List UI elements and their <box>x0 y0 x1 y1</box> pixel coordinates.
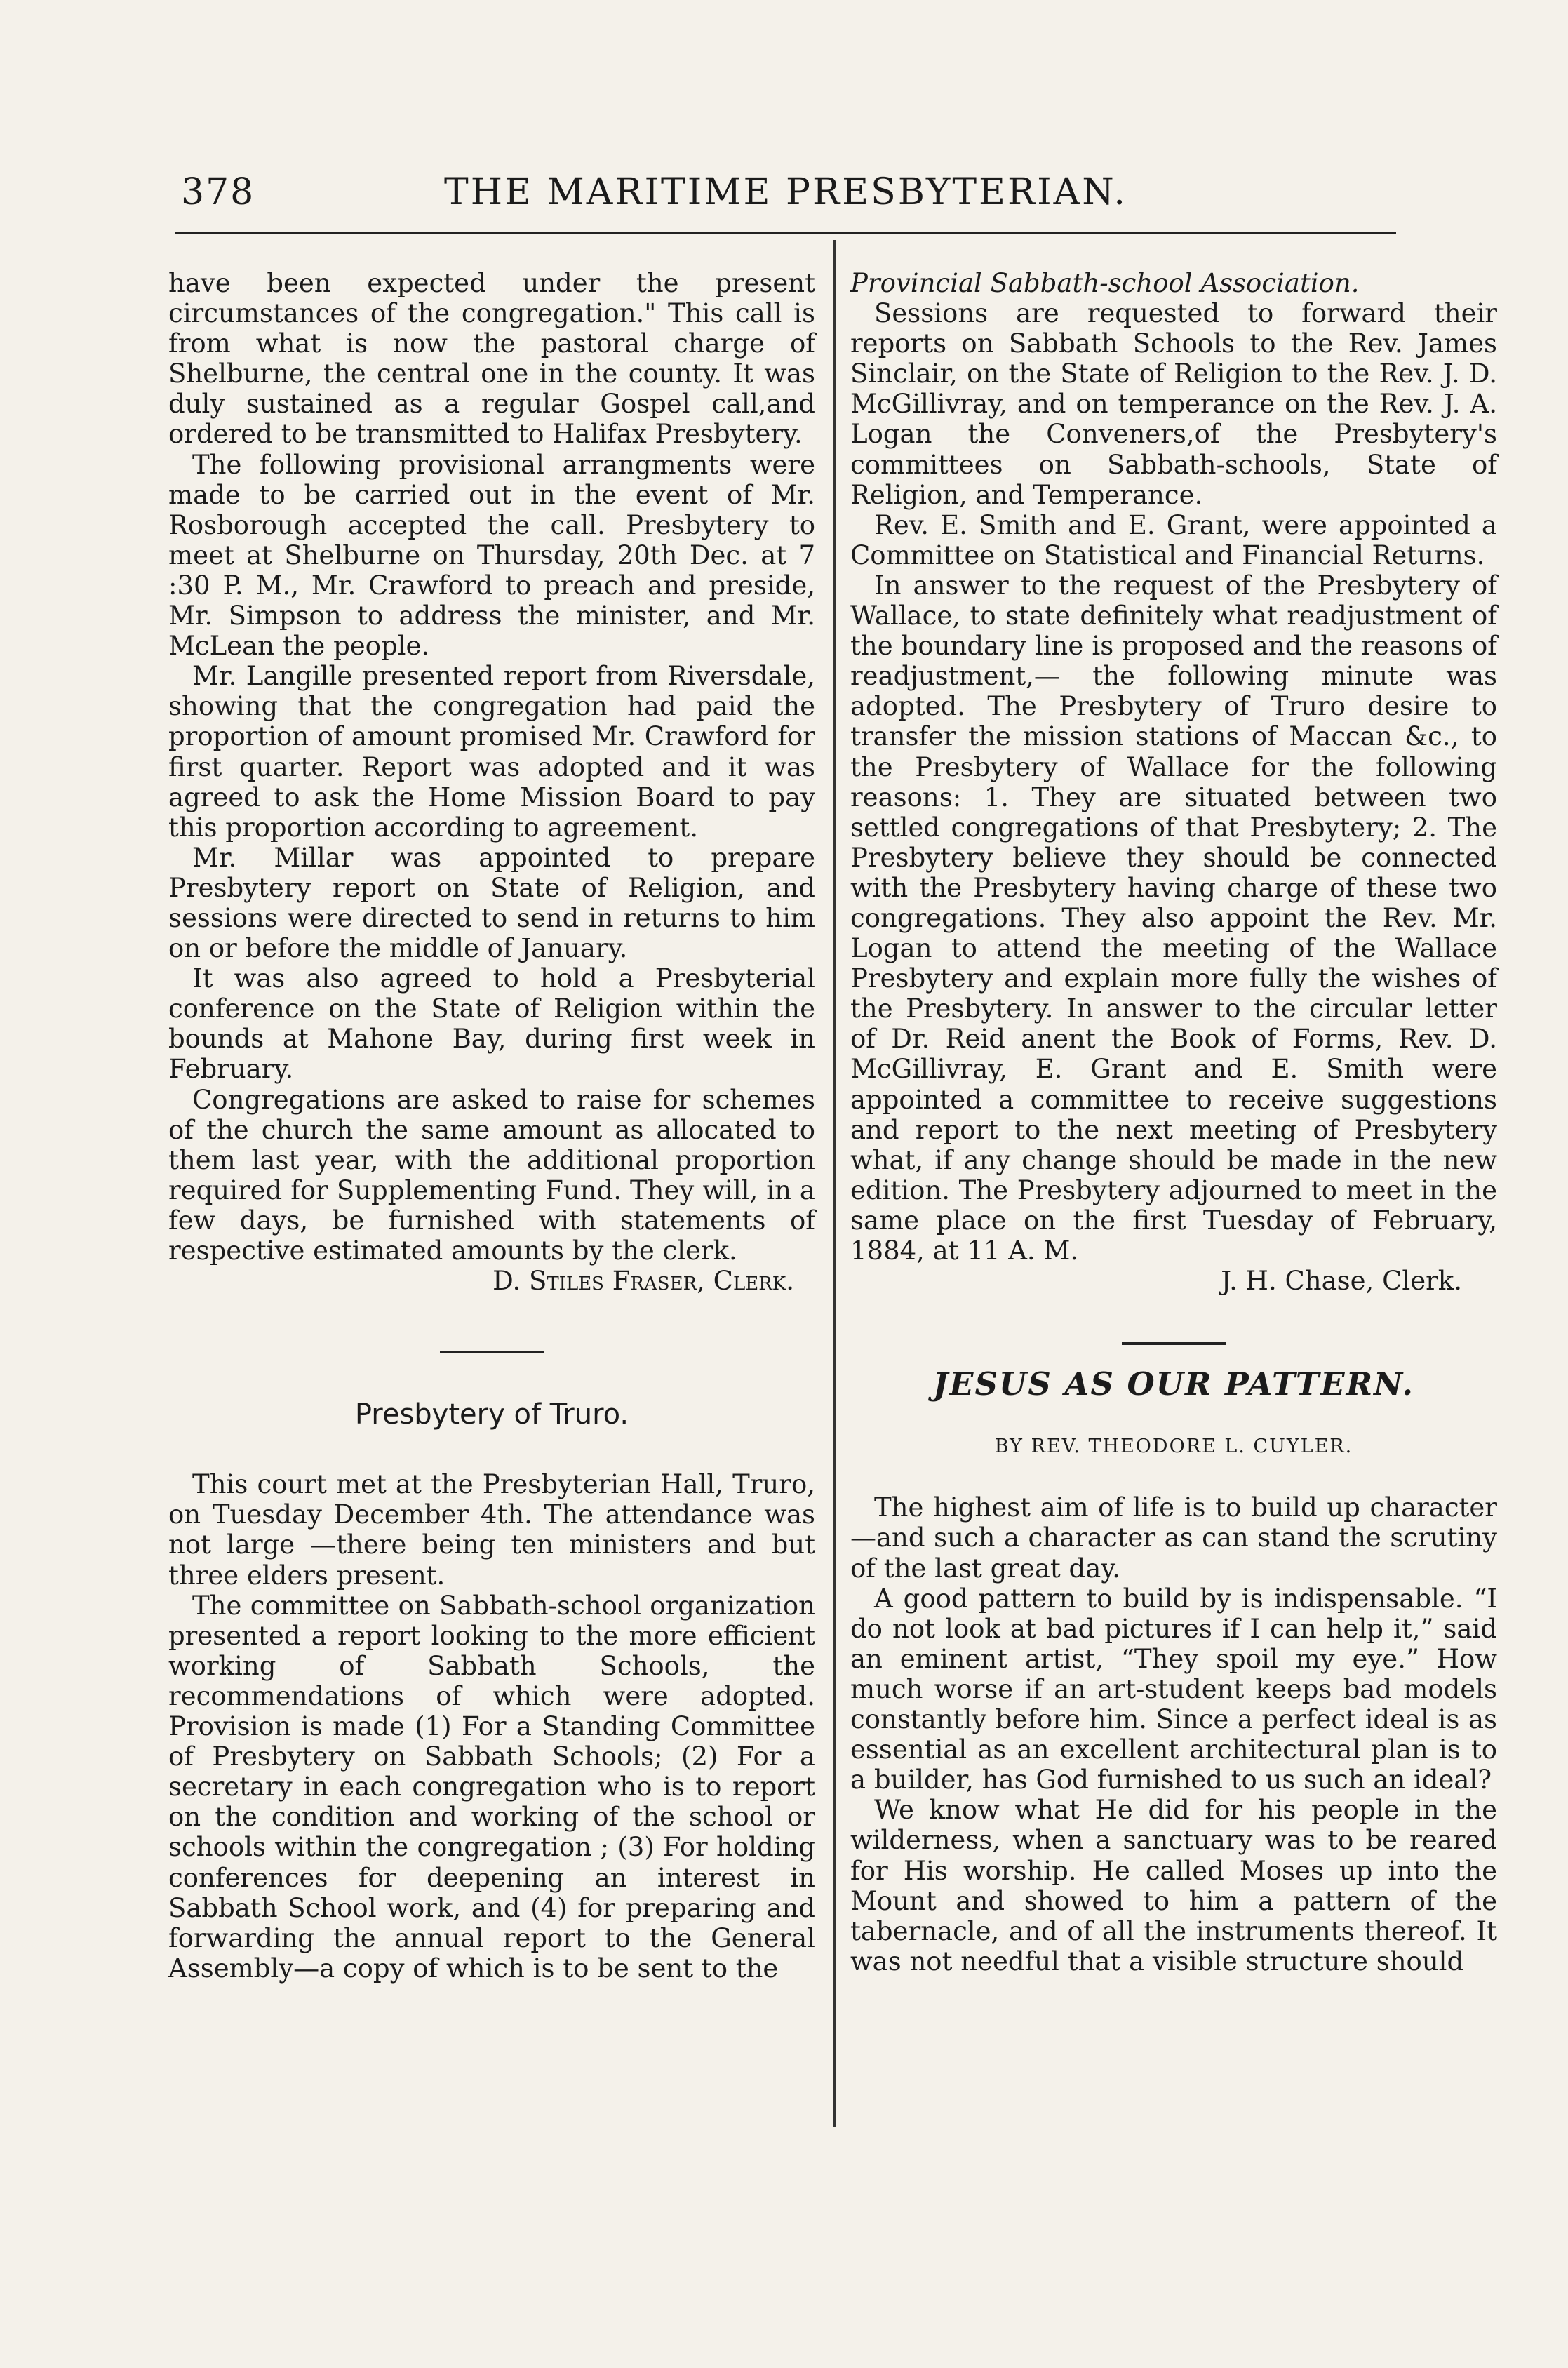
left-paragraph-3: Mr. Langille presented report from Riversdale, showing that the congregation had paid the proportion of amount promised Mr. Crawford for first quarter. Report was adopted and it was agreed to ask the Home Mission Board to pay this proportion according to agreement. <box>168 661 815 843</box>
right-paragraph-3: Rev. E. Smith and E. Grant, were appointed a Committee on Statistical and Financial Returns. <box>850 509 1497 570</box>
section-divider-right <box>1122 1342 1226 1345</box>
left-paragraph-4: Mr. Millar was appointed to prepare Presbytery report on State of Religion, and sessions were directed to send in returns to him on or before the middle of January. <box>168 842 815 964</box>
article-title: JESUS AS OUR PATTERN. <box>932 1365 1415 1403</box>
running-head: THE MARITIME PRESBYTERIAN. <box>444 171 1127 213</box>
left-paragraph-2: The following provisional arrangments were made to be carried out in the event of Mr. Rosborough accepted the call. Presbytery to meet at Shelburne on Thursday, 20th Dec. at 7 :30 P. M., Mr. Crawford to preach and preside, Mr. Simpson to address the minister, and Mr. McLean the people. <box>168 449 815 662</box>
page-header <box>168 171 1403 220</box>
right-column <box>850 268 1497 1976</box>
left-paragraph-1: have been expected under the present circumstances of the congregation." This call is from what is now the pastoral charge of Shelburne, the central one in the county. It was duly sustained as a regular Gospel call,and ordered to be transmitted to Halifax Presbytery. <box>168 268 815 450</box>
left-paragraph-8: The committee on Sabbath-school organization presented a report looking to the more efficient working of Sabbath Schools, the recommendations of which were adopted. Provision is made (1) For a Standing Committee of Presbytery on Sabbath Schools; (2) For a secretary in each congregation who is to report on the condition and working of the school or schools within the congregation ; (3) For holding conferences for deepening an interest in Sabbath School work, and (4) for preparing and forwarding the annual report to the General Assembly—a copy of which is to be sent to the <box>168 1590 815 1984</box>
left-paragraph-7: This court met at the Presbyterian Hall, Truro, on Tuesday December 4th. The attendance was not large —there being ten ministers and but three elders present. <box>168 1469 815 1591</box>
right-paragraph-5: The highest aim of life is to build up character—and such a character as can stand the scrutiny of the last great day. <box>850 1492 1497 1584</box>
article-byline: BY REV. THEODORE L. CUYLER. <box>994 1436 1353 1458</box>
right-paragraph-7: We know what He did for his people in the wilderness, when a sanctuary was to be reared for His worship. He called Moses up into the Mount and showed to him a pattern of the tabernacle, and of all the instruments thereof. It was not needful that a visible structure should <box>850 1795 1497 1976</box>
column-rule <box>833 240 836 2127</box>
right-paragraph-1: Provincial Sabbath-school Association. <box>850 268 1360 298</box>
right-paragraph-2: Sessions are requested to forward their reports on Sabbath Schools to the Rev. James Sinclair, on the State of Religion to the Rev. J. D. McGillivray, and on temperance on the Rev. J. A. Logan the Conveners,of the Presbytery's committees on Sabbath-schools, State of Religion, and Temperance. <box>850 298 1497 510</box>
section-divider-left <box>440 1351 544 1353</box>
right-paragraph-4: In answer to the request of the Presbytery of Wallace, to state definitely what readjustment of the boundary line is proposed and the reasons of readjustment,— the following minute was adopted. The Presbytery of Truro desire to transfer the mission stations of Maccan &c., to the Presbytery of Wallace for the following reasons: 1. They are situated between two settled congregations of that Presbytery; 2. The Presbytery believe they should be connected with the Presbytery having charge of these two congregations. They also appoint the Rev. Mr. Logan to attend the meeting of the Wallace Presbytery and explain more fully the wishes of the Presbytery. In answer to the circular letter of Dr. Reid anent the Book of Forms, Rev. D. McGillivray, E. Grant and E. Smith were appointed a committee to receive suggestions and report to the next meeting of Presbytery what, if any change should be made in the new edition. The Presbytery adjourned to meet in the same place on the first Tuesday of February, 1884, at 11 A. M. <box>850 570 1497 1266</box>
header-rule <box>175 232 1396 234</box>
section-title-truro: Presbytery of Truro. <box>354 1398 629 1431</box>
clerk-signature-left: D. Stiles Fraser, Clerk. <box>492 1266 794 1297</box>
left-paragraph-6: Congregations are asked to raise for schemes of the church the same amount as allocated to them last year, with the additional proportion required for Supplementing Fund. They will, in a few days, be furnished with statements of respective estimated amounts by the clerk. <box>168 1084 815 1266</box>
left-column <box>168 268 815 1984</box>
clerk-signature-right: J. H. Chase, Clerk. <box>1221 1266 1462 1297</box>
left-paragraph-5: It was also agreed to hold a Presbyterial conference on the State of Religion within the bounds at Mahone Bay, during first week in February. <box>168 963 815 1085</box>
page-number: 378 <box>181 171 255 213</box>
right-paragraph-6: A good pattern to build by is indispensable. “I do not look at bad pictures if I can help it,” said an eminent artist, “They spoil my eye.” How much worse if an art-student keeps bad models constantly before him. Since a perfect ideal is as essential as an excellent architectural plan is to a builder, has God furnished to us such an ideal? <box>850 1583 1497 1795</box>
